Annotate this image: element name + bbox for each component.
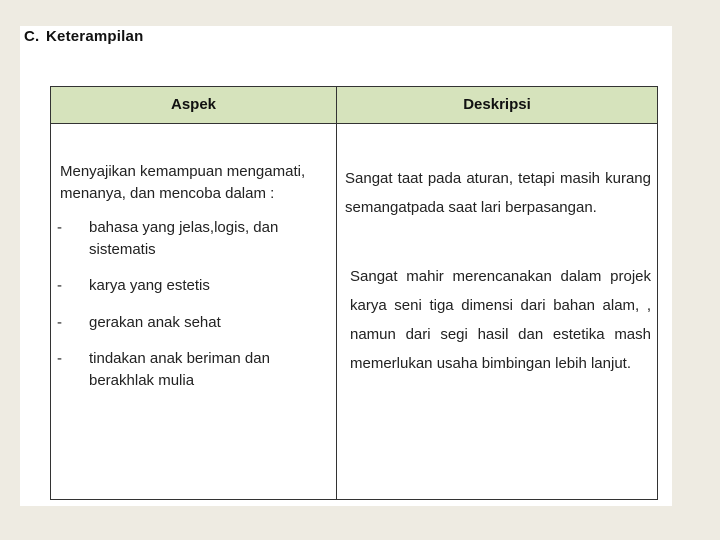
header-aspek: Aspek xyxy=(170,96,217,113)
assessment-table xyxy=(50,86,658,500)
bullet-dash: - xyxy=(57,219,62,236)
section-heading xyxy=(24,28,143,45)
bullet-dash: - xyxy=(57,314,62,331)
deskripsi-paragraph: Sangat mahir merencanakan dalam projek karya seni tiga dimensi dari bahan alam, , namun dari segi hasil dan estetika mash memerlukan usaha bimbingan lebih lanjut. xyxy=(350,268,651,372)
aspek-item-text: tindakan anak beriman dan berakhlak mulia xyxy=(89,350,270,389)
header-deskripsi: Deskripsi xyxy=(463,96,531,113)
aspek-intro: Menyajikan kemampuan mengamati, menanya, dan mencoba dalam : xyxy=(60,163,306,202)
column-divider xyxy=(336,87,337,499)
aspek-item-text: karya yang estetis xyxy=(89,277,210,294)
aspek-item-text: gerakan anak sehat xyxy=(89,314,221,331)
table-header-row xyxy=(51,87,657,124)
bullet-dash: - xyxy=(57,350,62,367)
deskripsi-paragraph: Sangat taat pada aturan, tetapi masih kurang semangatpada saat lari berpasangan. xyxy=(345,170,651,216)
section-number: C. xyxy=(24,28,40,45)
aspek-item-text: bahasa yang jelas,logis, dan sistematis xyxy=(89,219,279,258)
bullet-dash: - xyxy=(57,277,62,294)
section-title: Keterampilan xyxy=(46,28,144,45)
